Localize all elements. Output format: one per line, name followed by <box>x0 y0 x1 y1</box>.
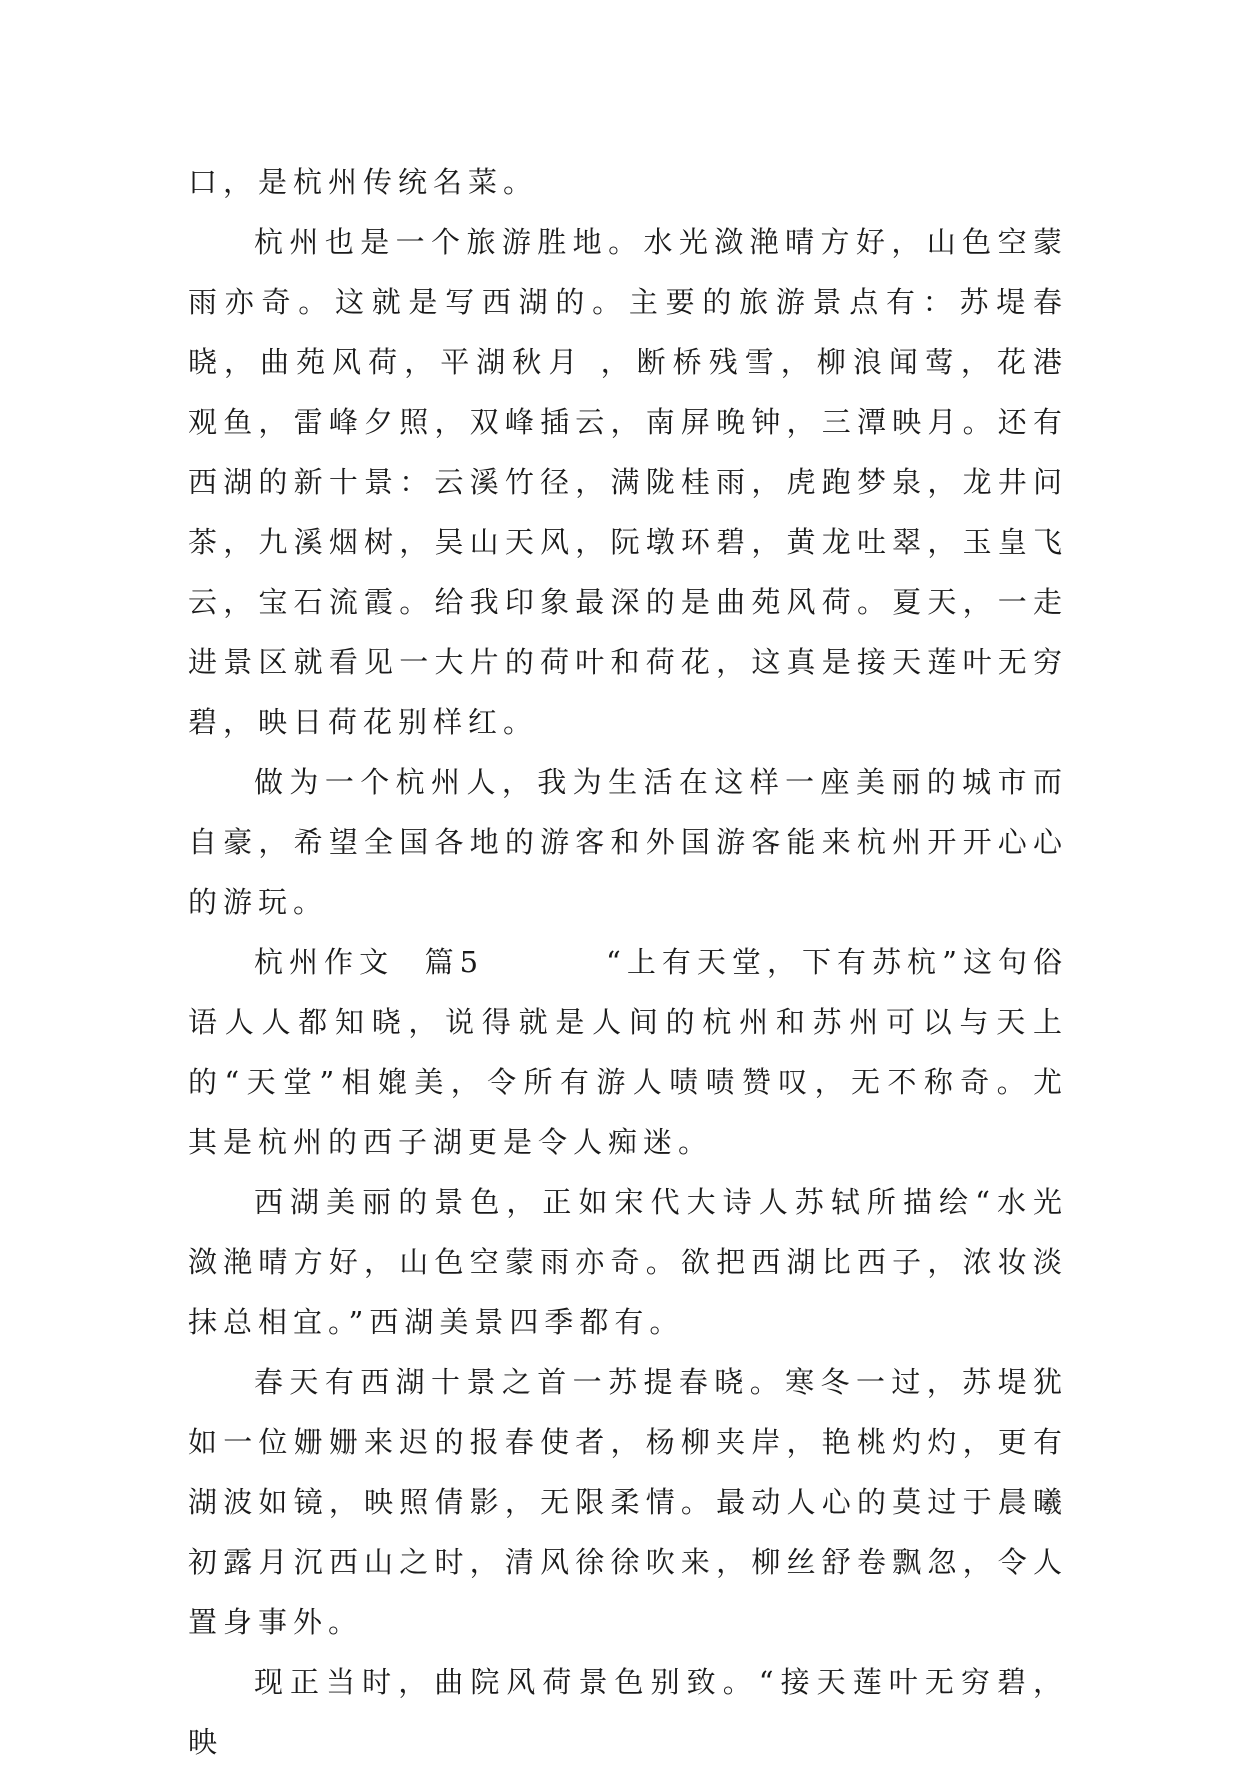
paragraph: 西湖美丽的景色，正如宋代大诗人苏轼所描绘“水光潋滟晴方好，山色空蒙雨亦奇。欲把西湖比西子，浓妆淡抹总相宜。”西湖美景四季都有。 <box>188 1185 1068 1339</box>
paragraph: 春天有西湖十景之首一苏提春晓。寒冬一过，苏堤犹如一位姗姗来迟的报春使者，杨柳夹岸，艳桃灼灼，更有湖波如镜，映照倩影，无限柔情。最动人心的莫过于晨曦初露月沉西山之时，清风徐徐吹来，柳丝舒卷飘忽，令人置身事外。 <box>188 1365 1068 1639</box>
article-body <box>188 152 1068 1772</box>
paragraph: 杭州也是一个旅游胜地。水光潋滟晴方好，山色空蒙雨亦奇。这就是写西湖的。主要的旅游景点有：苏堤春晓，曲苑风荷，平湖秋月 ，断桥残雪，柳浪闻莺，花港观鱼，雷峰夕照，双峰插云，南屏晚钟，三潭映月。还有西湖的新十景：云溪竹径，满陇桂雨，虎跑梦泉，龙井问茶，九溪烟树，吴山天风，阮墩环碧，黄龙吐翠，玉皇飞云，宝石流霞。给我印象最深的是曲苑风荷。夏天，一走进景区就看见一大片的荷叶和荷花，这真是接天莲叶无穷碧，映日荷花别样红。 <box>188 225 1068 739</box>
paragraph: 口，是杭州传统名菜。 <box>188 165 539 199</box>
paragraph-section-heading: 杭州作文 篇5 “上有天堂，下有苏杭”这句俗语人人都知晓，说得就是人间的杭州和苏州可以与天上的“天堂”相媲美，令所有游人啧啧赞叹，无不称奇。尤其是杭州的西子湖更是令人痴迷。 <box>188 945 1068 1159</box>
paragraph: 现正当时，曲院风荷景色别致。“接天莲叶无穷碧，映 <box>188 1665 1068 1759</box>
paragraph: 做为一个杭州人，我为生活在这样一座美丽的城市而自豪，希望全国各地的游客和外国游客能来杭州开开心心的游玩。 <box>188 765 1068 919</box>
